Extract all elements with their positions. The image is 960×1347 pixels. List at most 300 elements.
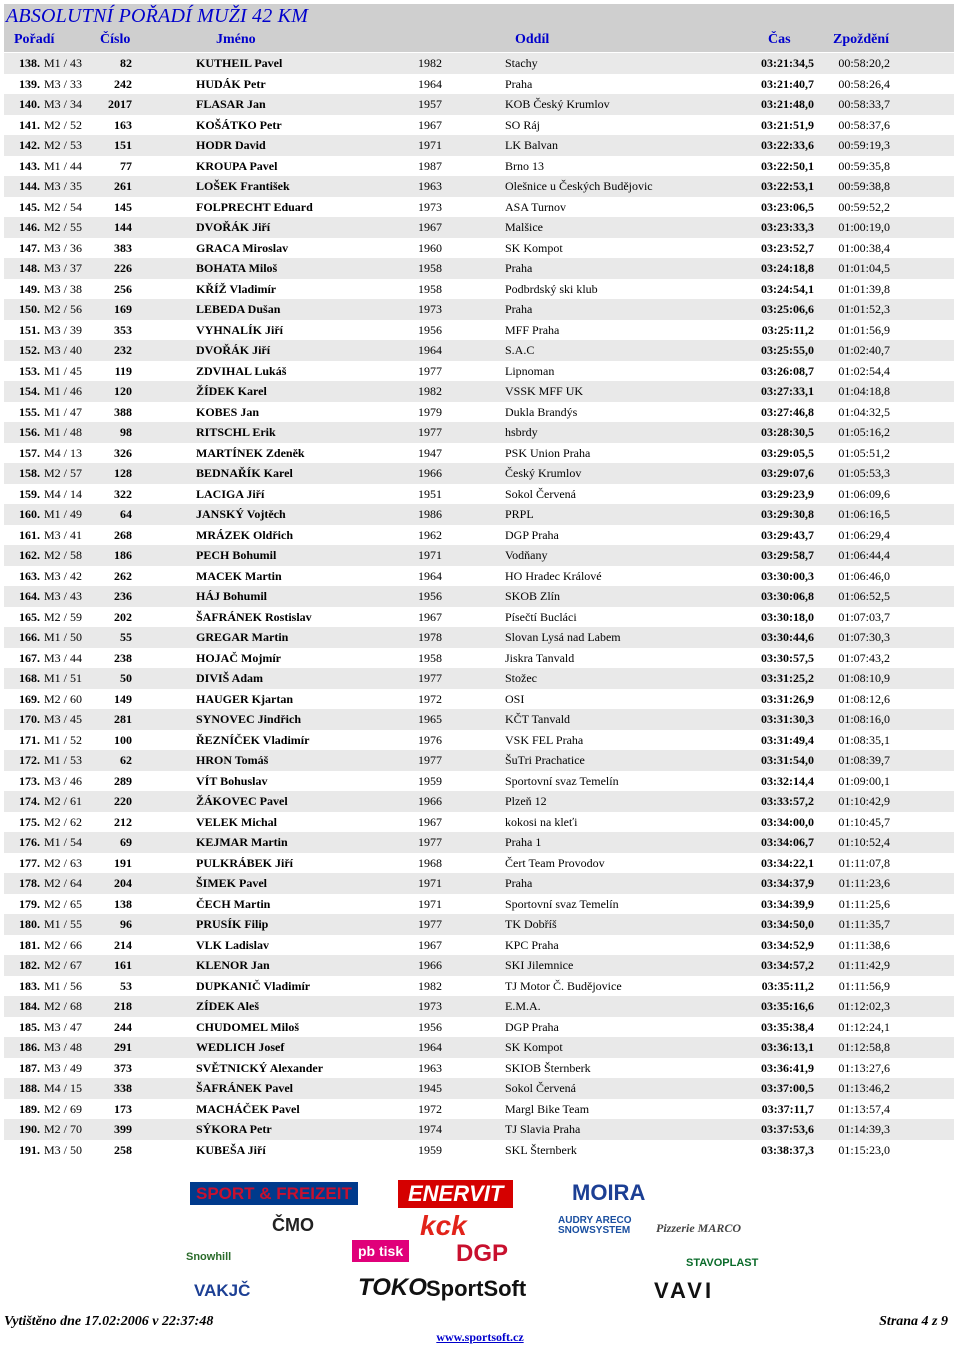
time-cell: 03:23:33,3 (761, 220, 814, 234)
time-cell: 03:37:53,6 (761, 1122, 814, 1136)
club-cell: TJ Motor Č. Budějovice (505, 978, 622, 993)
year-cell: 1966 (418, 466, 442, 480)
rank-cell: 144. (19, 179, 40, 193)
delay-cell: 00:58:37,6 (838, 117, 890, 132)
delay-cell: 01:06:44,4 (838, 548, 890, 562)
club-cell: Praha (505, 302, 533, 316)
category-cell: M3 / 47 (44, 1019, 83, 1034)
category-cell: M2 / 59 (44, 609, 83, 624)
name-cell: BOHATA Miloš (196, 261, 278, 275)
delay-cell: 01:12:24,1 (838, 1019, 890, 1034)
rank-cell: 163. (19, 568, 40, 583)
club-cell: kokosi na kleťi (505, 814, 578, 829)
time-cell: 03:33:57,2 (761, 794, 814, 808)
club-cell: Podbrdský ski klub (505, 281, 598, 296)
category-cell: M1 / 51 (44, 671, 83, 685)
table-row (4, 279, 954, 300)
club-cell: VSSK MFF UK (505, 384, 584, 398)
category-cell: M2 / 53 (44, 138, 83, 152)
number-cell: 373 (114, 1060, 132, 1075)
delay-cell: 01:07:03,7 (838, 609, 890, 624)
year-cell: 1964 (418, 568, 442, 583)
year-cell: 1967 (418, 220, 442, 234)
club-cell: SKI Jilemnice (505, 958, 574, 972)
delay-cell: 01:08:39,7 (838, 753, 890, 767)
time-cell: 03:25:55,0 (761, 343, 814, 357)
name-cell: KŘÍŽ Vladimír (196, 281, 277, 296)
time-cell: 03:21:34,5 (761, 56, 814, 70)
number-cell: 238 (114, 650, 132, 665)
sponsor-logo: DGP (456, 1240, 509, 1267)
category-cell: M2 / 60 (44, 691, 83, 706)
year-cell: 1963 (418, 1060, 442, 1075)
delay-cell: 01:11:38,6 (838, 937, 890, 952)
category-cell: M1 / 45 (44, 363, 83, 378)
rank-cell: 186. (19, 1040, 40, 1054)
number-cell: 119 (114, 363, 132, 378)
name-cell: DVOŘÁK Jiří (196, 220, 271, 234)
number-cell: 163 (114, 117, 132, 132)
name-cell: PULKRÁBEK Jiří (196, 855, 294, 870)
table-row (4, 74, 954, 95)
club-cell: Dukla Brandýs (505, 404, 578, 419)
delay-cell: 01:10:45,7 (838, 814, 890, 829)
category-cell: M4 / 15 (44, 1081, 83, 1095)
footer-link[interactable]: www.sportsoft.cz (436, 1330, 524, 1344)
delay-cell: 01:01:56,9 (838, 322, 890, 337)
delay-cell: 01:04:32,5 (838, 404, 890, 419)
time-cell: 03:31:30,3 (761, 712, 814, 726)
number-cell: 161 (114, 958, 132, 972)
year-cell: 1956 (418, 322, 442, 337)
category-cell: M3 / 50 (44, 1142, 83, 1157)
rank-cell: 188. (19, 1081, 40, 1095)
rank-cell: 146. (19, 220, 40, 234)
club-cell: hsbrdy (505, 425, 538, 439)
name-cell: ZÍDEK Aleš (196, 999, 260, 1013)
header-name: Jméno (216, 32, 256, 47)
time-cell: 03:34:37,9 (761, 876, 814, 890)
number-cell: 261 (114, 179, 132, 193)
category-cell: M1 / 46 (44, 384, 83, 398)
rank-cell: 145. (19, 199, 40, 214)
club-cell: Praha (505, 76, 533, 91)
time-cell: 03:31:54,0 (761, 753, 814, 767)
category-cell: M3 / 39 (44, 322, 83, 337)
table-row (4, 94, 954, 115)
number-cell: 120 (114, 384, 132, 398)
number-cell: 100 (114, 732, 132, 747)
number-cell: 151 (114, 138, 132, 152)
category-cell: M1 / 55 (44, 917, 83, 931)
table-row (4, 443, 954, 464)
name-cell: MRÁZEK Oldřich (196, 527, 294, 542)
table-row (4, 422, 954, 443)
rank-cell: 147. (19, 240, 40, 255)
sponsor-logo: MOIRA (572, 1180, 646, 1205)
name-cell: VELEK Michal (196, 814, 278, 829)
name-cell: ŠAFRÁNEK Pavel (196, 1081, 293, 1095)
delay-cell: 01:01:39,8 (838, 281, 890, 296)
table-row (4, 197, 954, 218)
category-cell: M1 / 52 (44, 732, 83, 747)
club-cell: S.A.C (505, 343, 535, 357)
year-cell: 1973 (418, 302, 442, 316)
rank-cell: 152. (19, 343, 40, 357)
name-cell: PECH Bohumil (196, 548, 277, 562)
year-cell: 1986 (418, 507, 442, 521)
time-cell: 03:32:14,4 (761, 773, 814, 788)
delay-cell: 01:13:57,4 (838, 1101, 890, 1116)
rank-cell: 162. (19, 548, 40, 562)
header-number: Číslo (100, 32, 131, 47)
number-cell: 55 (120, 630, 132, 644)
number-cell: 388 (114, 404, 132, 419)
year-cell: 1977 (418, 363, 442, 378)
number-cell: 256 (114, 281, 132, 296)
club-cell: Sportovní svaz Temelín (505, 896, 619, 911)
delay-cell: 00:59:52,2 (838, 199, 890, 214)
name-cell: LEBEDA Dušan (196, 302, 281, 316)
delay-cell: 01:07:30,3 (838, 630, 890, 644)
name-cell: ŽÍDEK Karel (196, 384, 267, 398)
year-cell: 1971 (418, 138, 442, 152)
delay-cell: 01:15:23,0 (838, 1142, 890, 1157)
table-row (4, 1017, 954, 1038)
delay-cell: 01:02:54,4 (838, 363, 890, 378)
page-number: Strana 4 z 9 (879, 1314, 948, 1329)
name-cell: HRON Tomáš (196, 753, 269, 767)
rank-cell: 148. (19, 261, 40, 275)
year-cell: 1977 (418, 671, 442, 685)
category-cell: M1 / 53 (44, 753, 83, 767)
table-row (4, 648, 954, 669)
number-cell: 326 (114, 445, 132, 460)
time-cell: 03:29:43,7 (761, 527, 814, 542)
category-cell: M2 / 64 (44, 876, 83, 890)
table-header (4, 30, 954, 52)
club-cell: KOB Český Krumlov (505, 97, 610, 111)
sponsor-logo: ČMO (272, 1215, 314, 1235)
delay-cell: 01:12:02,3 (838, 999, 890, 1013)
number-cell: 291 (114, 1040, 132, 1054)
category-cell: M1 / 56 (44, 978, 83, 993)
rank-cell: 164. (19, 589, 40, 603)
table-row (4, 873, 954, 894)
name-cell: ŽÁKOVEC Pavel (196, 794, 288, 808)
time-cell: 03:35:16,6 (761, 999, 814, 1013)
year-cell: 1971 (418, 896, 442, 911)
time-cell: 03:29:30,8 (761, 507, 814, 521)
rank-cell: 161. (19, 527, 40, 542)
number-cell: 322 (114, 486, 132, 501)
rank-cell: 159. (19, 486, 40, 501)
name-cell: BEDNAŘÍK Karel (196, 466, 293, 480)
year-cell: 1967 (418, 609, 442, 624)
number-cell: 218 (114, 999, 132, 1013)
name-cell: DIVIŠ Adam (196, 671, 264, 685)
time-cell: 03:22:53,1 (761, 179, 814, 193)
year-cell: 1963 (418, 179, 442, 193)
year-cell: 1951 (418, 486, 442, 501)
table-row (4, 935, 954, 956)
category-cell: M2 / 54 (44, 199, 83, 214)
time-cell: 03:34:52,9 (761, 937, 814, 952)
club-cell: Vodňany (505, 548, 548, 562)
category-cell: M1 / 47 (44, 404, 83, 419)
category-cell: M2 / 62 (44, 814, 83, 829)
name-cell: DVOŘÁK Jiří (196, 343, 271, 357)
club-cell: Čert Team Provodov (505, 855, 605, 870)
results-table (4, 53, 954, 1160)
number-cell: 232 (114, 343, 132, 357)
table-row (4, 976, 954, 997)
category-cell: M1 / 43 (44, 56, 83, 70)
table-row (4, 545, 954, 566)
delay-cell: 00:59:35,8 (838, 158, 890, 173)
category-cell: M2 / 68 (44, 999, 83, 1013)
time-cell: 03:38:37,3 (761, 1142, 814, 1157)
club-cell: TK Dobříš (505, 917, 557, 931)
name-cell: FOLPRECHT Eduard (196, 199, 313, 214)
category-cell: M3 / 36 (44, 240, 83, 255)
table-row (4, 1058, 954, 1079)
year-cell: 1987 (418, 158, 442, 173)
delay-cell: 00:58:26,4 (838, 76, 890, 91)
name-cell: RITSCHL Erik (196, 425, 276, 439)
delay-cell: 00:58:20,2 (838, 56, 890, 70)
name-cell: KROUPA Pavel (196, 158, 278, 173)
sponsor-logo: TOKO (358, 1274, 427, 1301)
delay-cell: 01:04:18,8 (838, 384, 890, 398)
rank-cell: 187. (19, 1060, 40, 1075)
time-cell: 03:30:57,5 (761, 650, 814, 665)
club-cell: KPC Praha (505, 937, 559, 952)
category-cell: M2 / 56 (44, 302, 83, 316)
table-row (4, 361, 954, 382)
name-cell: LOŠEK František (196, 179, 290, 193)
category-cell: M3 / 42 (44, 568, 83, 583)
table-row (4, 586, 954, 607)
header-delay: Zpoždění (833, 32, 890, 47)
number-cell: 268 (114, 527, 132, 542)
sponsor-logo: Pizzerie MARCO (656, 1221, 742, 1235)
time-cell: 03:36:13,1 (761, 1040, 814, 1054)
category-cell: M3 / 46 (44, 773, 83, 788)
number-cell: 214 (114, 937, 132, 952)
number-cell: 258 (114, 1142, 132, 1157)
delay-cell: 01:01:04,5 (838, 261, 890, 275)
category-cell: M2 / 57 (44, 466, 83, 480)
name-cell: HUDÁK Petr (196, 76, 266, 91)
time-cell: 03:24:18,8 (761, 261, 814, 275)
year-cell: 1956 (418, 1019, 442, 1034)
number-cell: 69 (120, 835, 132, 849)
year-cell: 1977 (418, 753, 442, 767)
name-cell: GRACA Miroslav (196, 240, 289, 255)
rank-cell: 150. (19, 302, 40, 316)
year-cell: 1972 (418, 1101, 442, 1116)
delay-cell: 01:00:19,0 (838, 220, 890, 234)
club-cell: PRPL (505, 507, 534, 521)
rank-cell: 179. (19, 896, 40, 911)
year-cell: 1945 (418, 1081, 442, 1095)
rank-cell: 190. (19, 1122, 40, 1136)
year-cell: 1978 (418, 630, 442, 644)
club-cell: Praha 1 (505, 835, 542, 849)
number-cell: 64 (120, 507, 132, 521)
club-cell: Praha (505, 261, 533, 275)
category-cell: M3 / 34 (44, 97, 83, 111)
table-row (4, 504, 954, 525)
club-cell: Sportovní svaz Temelín (505, 773, 619, 788)
club-cell: Stožec (505, 671, 537, 685)
time-cell: 03:29:58,7 (761, 548, 814, 562)
header-time: Čas (768, 32, 791, 47)
year-cell: 1964 (418, 1040, 442, 1054)
number-cell: 149 (114, 691, 132, 706)
club-cell: Brno 13 (505, 158, 544, 173)
club-cell: SK Kompot (505, 240, 563, 255)
sponsor-logos (180, 1178, 780, 1308)
delay-cell: 00:59:38,8 (838, 179, 890, 193)
category-cell: M3 / 49 (44, 1060, 83, 1075)
name-cell: HAUGER Kjartan (196, 691, 293, 706)
club-cell: Sokol Červená (505, 486, 576, 501)
delay-cell: 01:06:16,5 (838, 507, 890, 521)
number-cell: 186 (114, 548, 132, 562)
time-cell: 03:31:26,9 (761, 691, 814, 706)
rank-cell: 141. (19, 117, 40, 132)
rank-cell: 174. (19, 794, 40, 808)
category-cell: M2 / 70 (44, 1122, 83, 1136)
rank-cell: 177. (19, 855, 40, 870)
category-cell: M3 / 43 (44, 589, 83, 603)
delay-cell: 01:11:42,9 (838, 958, 890, 972)
time-cell: 03:24:54,1 (761, 281, 814, 296)
print-date: Vytištěno dne 17.02:2006 v 22:37:48 (4, 1314, 214, 1329)
table-row (4, 914, 954, 935)
rank-cell: 157. (19, 445, 40, 460)
table-row (4, 812, 954, 833)
category-cell: M2 / 67 (44, 958, 83, 972)
number-cell: 242 (114, 76, 132, 91)
club-cell: Praha (505, 876, 533, 890)
year-cell: 1960 (418, 240, 442, 255)
category-cell: M3 / 33 (44, 76, 83, 91)
name-cell: VÍT Bohuslav (196, 773, 268, 788)
category-cell: M3 / 37 (44, 261, 83, 275)
time-cell: 03:34:00,0 (761, 814, 814, 829)
sponsor-logo: STAVOPLAST (686, 1257, 759, 1269)
time-cell: 03:21:48,0 (761, 97, 814, 111)
rank-cell: 166. (19, 630, 40, 644)
number-cell: 50 (120, 671, 132, 685)
delay-cell: 01:06:46,0 (838, 568, 890, 583)
year-cell: 1956 (418, 589, 442, 603)
name-cell: DUPKANIČ Vladimír (196, 978, 311, 993)
sponsor-logo: VAKJČ (194, 1281, 251, 1300)
delay-cell: 01:05:53,3 (838, 466, 890, 480)
table-row (4, 996, 954, 1017)
rank-cell: 170. (19, 712, 40, 726)
rank-cell: 155. (19, 404, 40, 419)
name-cell: ČECH Martin (196, 896, 271, 911)
delay-cell: 01:11:35,7 (838, 917, 890, 931)
category-cell: M1 / 48 (44, 425, 83, 439)
number-cell: 98 (120, 425, 132, 439)
table-row (4, 217, 954, 238)
time-cell: 03:31:25,2 (761, 671, 814, 685)
number-cell: 128 (114, 466, 132, 480)
name-cell: HOJAČ Mojmír (196, 650, 281, 665)
category-cell: M3 / 35 (44, 179, 83, 193)
category-cell: M1 / 44 (44, 158, 83, 173)
number-cell: 77 (120, 158, 132, 173)
time-cell: 03:34:06,7 (761, 835, 814, 849)
number-cell: 262 (114, 568, 132, 583)
club-cell: HO Hradec Králové (505, 568, 602, 583)
category-cell: M2 / 65 (44, 896, 83, 911)
table-row (4, 1078, 954, 1099)
club-cell: Malšice (505, 220, 543, 234)
number-cell: 138 (114, 896, 132, 911)
number-cell: 399 (114, 1122, 132, 1136)
number-cell: 338 (114, 1081, 132, 1095)
delay-cell: 01:06:09,6 (838, 486, 890, 501)
club-cell: Jiskra Tanvald (505, 650, 575, 665)
year-cell: 1958 (418, 650, 442, 665)
table-row (4, 135, 954, 156)
time-cell: 03:22:33,6 (761, 138, 814, 152)
time-cell: 03:29:07,6 (761, 466, 814, 480)
table-row (4, 853, 954, 874)
delay-cell: 00:58:33,7 (838, 97, 890, 111)
club-cell: KČT Tanvald (505, 712, 571, 726)
category-cell: M2 / 55 (44, 220, 83, 234)
rank-cell: 178. (19, 876, 40, 890)
time-cell: 03:25:11,2 (761, 322, 814, 337)
sponsor-logo: AUDRY ARECO SNOWSYSTEM (558, 1215, 632, 1236)
time-cell: 03:34:39,9 (761, 896, 814, 911)
delay-cell: 01:08:16,0 (838, 712, 890, 726)
page-title: ABSOLUTNÍ POŘADÍ MUŽI 42 KM (6, 5, 309, 27)
club-cell: Plzeň 12 (505, 794, 547, 808)
name-cell: MACEK Martin (196, 568, 282, 583)
number-cell: 96 (120, 917, 132, 931)
club-cell: SK Kompot (505, 1040, 563, 1054)
rank-cell: 191. (19, 1142, 40, 1157)
name-cell: FLASAR Jan (196, 97, 266, 111)
number-cell: 62 (120, 753, 132, 767)
delay-cell: 01:06:52,5 (838, 589, 890, 603)
category-cell: M3 / 41 (44, 527, 83, 542)
rank-cell: 153. (19, 363, 40, 378)
delay-cell: 01:07:43,2 (838, 650, 890, 665)
header-rank: Pořadí (14, 32, 55, 47)
name-cell: KLENOR Jan (196, 958, 270, 972)
name-cell: SYNOVEC Jindřich (196, 712, 302, 726)
year-cell: 1982 (418, 384, 442, 398)
table-row (4, 1037, 954, 1058)
time-cell: 03:35:11,2 (761, 978, 814, 993)
number-cell: 202 (114, 609, 132, 624)
club-cell: Sokol Červená (505, 1081, 576, 1095)
rank-cell: 182. (19, 958, 40, 972)
category-cell: M1 / 50 (44, 630, 83, 644)
table-row (4, 525, 954, 546)
name-cell: LACIGA Jiří (196, 486, 265, 501)
